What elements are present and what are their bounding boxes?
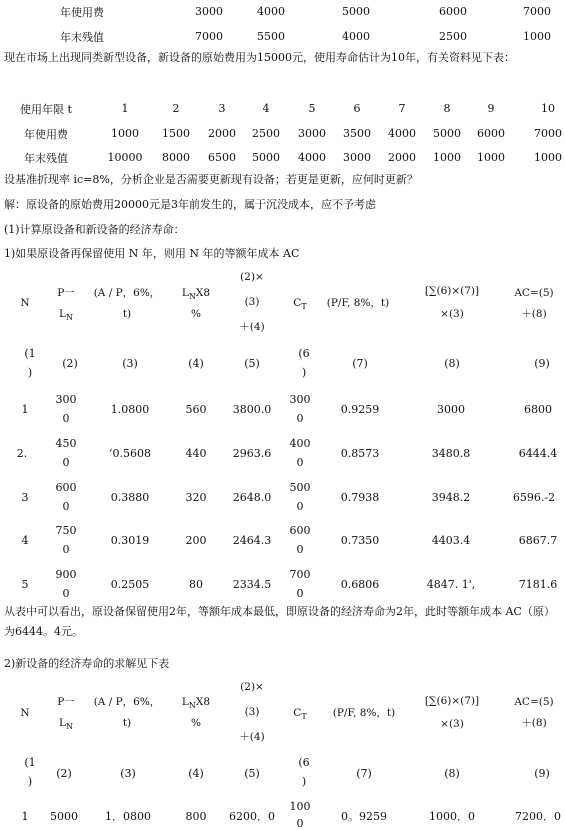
cell-p-l: 900 — [55, 568, 77, 581]
cell-ct: 400 — [289, 437, 311, 450]
col-header-ct: $C_T$ — [293, 707, 307, 722]
cell-ap: 0.3880 — [110, 491, 150, 504]
col-header-p-l: P一 — [57, 287, 75, 299]
paragraph-new-equipment: 现在市场上出现同类新型设备，新设备的原始费用为15000元，使用寿命估计为10年，有关资料见下表： — [4, 51, 515, 64]
cell: 1000 — [433, 151, 461, 164]
cell-p-l-2: 0 — [62, 543, 70, 556]
cell: 3000 — [343, 151, 371, 164]
col-header-ln-2: % — [191, 717, 201, 729]
cell-ct-2: 0 — [296, 456, 304, 469]
cell-n: 1 — [21, 810, 29, 823]
colnum: (8) — [444, 357, 460, 370]
colnum: (9) — [534, 767, 550, 780]
cell-c5: 2334.5 — [232, 578, 272, 591]
col-header-pf: (P/F, 8%，t) — [332, 707, 396, 719]
col-header-ln-2: % — [191, 308, 201, 320]
cell: 8000 — [162, 151, 190, 164]
colnum: ) — [27, 366, 33, 379]
cell-pf: 0.6806 — [340, 578, 380, 591]
col-header-n: N — [20, 297, 30, 309]
cell-ln: 200 — [185, 534, 207, 547]
cell-ct-2: 0 — [296, 587, 304, 600]
row-label: 年使用费 — [60, 6, 104, 19]
cell: 2 — [172, 102, 180, 115]
colnum: ) — [27, 775, 33, 788]
cell-n: 1 — [21, 403, 29, 416]
cell-p-l: 750 — [55, 524, 77, 537]
colnum: (4) — [188, 357, 204, 370]
cell: 5500 — [257, 30, 285, 43]
col-header-p-l-2: $L_N$ — [59, 308, 73, 323]
cell-c8: 3480.8 — [431, 447, 471, 460]
col-header-sum-c: ＋(4) — [239, 321, 265, 333]
paragraph-solution: 解：原设备的原始费用20000元是3年前发生的，属于沉没成本，应不予考虑 — [4, 198, 376, 211]
colnum: (7) — [352, 357, 368, 370]
cell-ct-2: 0 — [296, 412, 304, 425]
col-header-sum-a: (2)× — [240, 681, 264, 693]
cell-c8: 4847. 1', — [426, 578, 476, 591]
col-header-ap: (A / P，6%， — [93, 696, 161, 708]
col-header-ct: $C_T$ — [293, 297, 307, 312]
cell-pf: 0。9259 — [341, 810, 387, 823]
cell-p-l-2: 0 — [62, 412, 70, 425]
colnum: (3) — [120, 767, 136, 780]
cell-ap: ‘0.5608 — [109, 447, 151, 460]
cell-ln: 560 — [185, 403, 207, 416]
cell-pf: 0.7938 — [340, 491, 380, 504]
cell-ac: 6867.7 — [518, 534, 558, 547]
cell: 10000 — [107, 151, 143, 164]
cell-p-l-2: 0 — [62, 500, 70, 513]
col-header-ac-2: ＋(8) — [521, 308, 547, 320]
colnum: (6 — [298, 756, 310, 769]
cell: 2500 — [439, 30, 467, 43]
cell-c5: 2963.6 — [232, 447, 272, 460]
colnum: (3) — [122, 357, 138, 370]
cell-n: 5 — [21, 578, 29, 591]
cell-ap: 1.0800 — [110, 403, 150, 416]
cell: 3000 — [298, 127, 326, 140]
paragraph-question: 设基准折现率 ic=8%，分析企业是否需要更新现有设备；若更是更新，应何时更新？ — [4, 173, 418, 186]
cell-ct-2: 0 — [296, 543, 304, 556]
cell-c5: 3800.0 — [232, 403, 272, 416]
col-header-ap-2: t) — [122, 308, 132, 320]
colnum: (2) — [56, 767, 72, 780]
cell-ln: 80 — [189, 578, 203, 591]
cell-p-l-2: 0 — [62, 587, 70, 600]
col-header-n: N — [20, 707, 30, 719]
cell-ct: 100 — [289, 800, 311, 813]
cell: 4000 — [342, 30, 370, 43]
cell-ac: 7200．0 — [515, 810, 561, 823]
cell-p-l-2: 0 — [62, 456, 70, 469]
cell-ac: 6800 — [524, 403, 552, 416]
cell: 5000 — [342, 5, 370, 18]
cell: 1000 — [534, 151, 562, 164]
cell: 4000 — [298, 151, 326, 164]
cell: 5000 — [252, 151, 280, 164]
colnum: (7) — [356, 767, 372, 780]
cell-ac: 7181.6 — [518, 578, 558, 591]
paragraph-conclusion: 从表中可以看出，原设备保留使用2年，等额年成本最低，即原设备的经济寿命为2年，此时等额年成本 AC（原）为6444。4元。 — [4, 605, 555, 638]
cell: 6000 — [477, 127, 505, 140]
cell-n: 3 — [21, 491, 29, 504]
cell-c8: 3000 — [437, 403, 465, 416]
col-header-sigma-2: ×(3) — [440, 308, 464, 320]
cell-c5: 6200．0 — [229, 810, 275, 823]
cell-pf: 0.9259 — [340, 403, 380, 416]
colnum: (5) — [244, 767, 260, 780]
cell-ln: 320 — [185, 491, 207, 504]
cell: 7 — [398, 102, 406, 115]
cell-ap: 0.3019 — [110, 534, 150, 547]
cell-c8: 3948.2 — [431, 491, 471, 504]
cell-c5: 2648.0 — [232, 491, 272, 504]
cell: 6500 — [208, 151, 236, 164]
col-header-ap: (A / P，6%， — [93, 287, 161, 299]
col-header-sigma: [∑(6)×(7)] — [424, 695, 480, 707]
row-label: 年末残值 — [24, 152, 68, 165]
colnum: (2) — [62, 357, 78, 370]
col-header-ln: $L_NX8$ — [181, 287, 211, 302]
col-header-sigma-2: ×(3) — [440, 718, 464, 730]
colnum: ) — [301, 366, 307, 379]
cell-pf: 0.7350 — [340, 534, 380, 547]
cell-ap: 1．0800 — [105, 810, 151, 823]
cell: 6 — [353, 102, 361, 115]
colnum: ) — [301, 775, 307, 788]
cell-ct: 500 — [289, 481, 311, 494]
row-label: 使用年限 t — [20, 103, 72, 116]
cell: 3 — [218, 102, 226, 115]
cell-ct: 300 — [289, 393, 311, 406]
cell-p-l: 5000 — [50, 810, 78, 823]
cell-ct-2: 0 — [296, 817, 304, 830]
cell: 4000 — [388, 127, 416, 140]
colnum: (1 — [24, 756, 36, 769]
col-header-p-l: P一 — [57, 696, 75, 708]
cell: 2500 — [252, 127, 280, 140]
cell: 8 — [443, 102, 451, 115]
colnum: (1 — [24, 347, 36, 360]
colnum: (9) — [534, 357, 550, 370]
cell-c5: 2464.3 — [232, 534, 272, 547]
cell: 10 — [541, 102, 555, 115]
col-header-ap-2: t) — [122, 717, 132, 729]
colnum: (5) — [244, 357, 260, 370]
cell-ap: 0.2505 — [110, 578, 150, 591]
cell: 1000 — [477, 151, 505, 164]
col-header-sum-b: (3) — [244, 296, 260, 308]
col-header-pf: (P/F, 8%，t) — [326, 297, 390, 309]
col-header-ac: AC=(5) — [514, 696, 554, 708]
cell-ln: 800 — [185, 810, 207, 823]
cell-n: 2. — [16, 447, 28, 460]
cell-p-l: 600 — [55, 481, 77, 494]
col-header-ln: $L_NX8$ — [181, 696, 211, 711]
cell: 1 — [121, 102, 129, 115]
cell: 6000 — [439, 5, 467, 18]
cell: 3000 — [195, 5, 223, 18]
cell-p-l: 300 — [55, 393, 77, 406]
colnum: (6 — [298, 347, 310, 360]
cell-pf: 0.8573 — [340, 447, 380, 460]
cell: 4000 — [257, 5, 285, 18]
cell: 5000 — [433, 127, 461, 140]
row-label: 年使用费 — [24, 128, 68, 141]
cell: 1000 — [523, 30, 551, 43]
cell-ac: 6596.-2 — [512, 491, 556, 504]
col-header-sum-b: (3) — [244, 706, 260, 718]
row-label: 年末残值 — [60, 31, 104, 44]
cell-ct-2: 0 — [296, 500, 304, 513]
cell: 1000 — [111, 127, 139, 140]
cell: 9 — [487, 102, 495, 115]
cell: 7000 — [534, 127, 562, 140]
cell: 2000 — [208, 127, 236, 140]
col-header-p-l-2: $L_N$ — [59, 717, 73, 732]
cell: 4 — [262, 102, 270, 115]
cell: 7000 — [523, 5, 551, 18]
cell: 3500 — [343, 127, 371, 140]
col-header-ac-2: ＋(8) — [521, 717, 547, 729]
cell: 5 — [308, 102, 316, 115]
cell-ct: 600 — [289, 524, 311, 537]
colnum: (8) — [444, 767, 460, 780]
cell-ct: 700 — [289, 568, 311, 581]
cell-ac: 6444.4 — [518, 447, 558, 460]
cell-ln: 440 — [185, 447, 207, 460]
paragraph-step1: (1)计算原设备和新设备的经济寿命： — [4, 223, 185, 236]
cell-c8: 1000．0 — [429, 810, 475, 823]
paragraph-step2: 2)新设备的经济寿命的求解见下表 — [4, 657, 170, 670]
cell-c8: 4403.4 — [431, 534, 471, 547]
col-header-sum-c: ＋(4) — [239, 731, 265, 743]
cell: 7000 — [195, 30, 223, 43]
col-header-ac: AC=(5) — [514, 287, 554, 299]
paragraph-step1a: 1)如果原设备再保留使用 N 年，则用 N 年的等额年成本 AC — [4, 247, 300, 260]
cell: 2000 — [388, 151, 416, 164]
cell-p-l: 450 — [55, 437, 77, 450]
colnum: (4) — [188, 767, 204, 780]
col-header-sigma: [∑(6)×(7)] — [424, 285, 480, 297]
cell: 1500 — [162, 127, 190, 140]
col-header-sum-a: (2)× — [240, 271, 264, 283]
cell-n: 4 — [21, 534, 29, 547]
